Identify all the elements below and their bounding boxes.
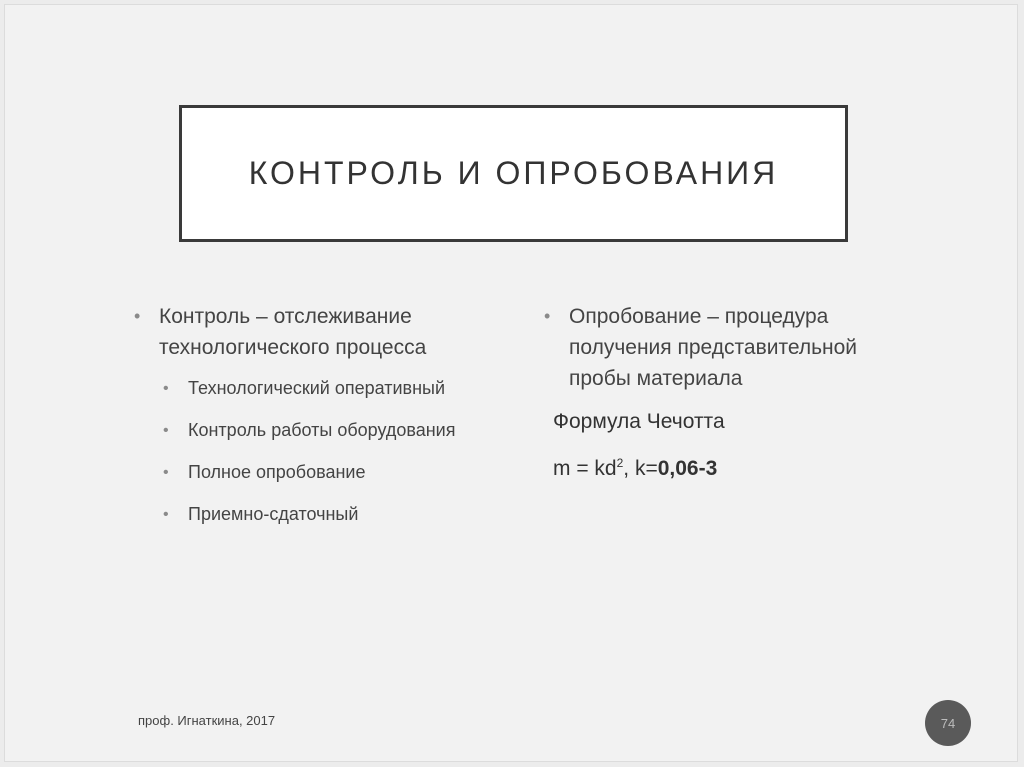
sub-bullet-text: Технологический оперативный: [188, 378, 446, 398]
bullet-icon: •: [163, 506, 169, 523]
page-number-badge: [925, 700, 971, 746]
formula-middle: , k=: [623, 457, 658, 480]
slide: [4, 4, 1018, 762]
sub-bullet-text: Приемно-сдаточный: [188, 504, 359, 524]
title-box: [179, 105, 848, 242]
bullet-text: Контроль – отслеживание технологического процесса: [159, 305, 427, 359]
sub-bullet-item: [131, 375, 511, 402]
bullet-text: Опробование – процедура получения представительной пробы материала: [569, 305, 858, 390]
slide-title: КОНТРОЛЬ И ОПРОБОВАНИЯ: [248, 155, 779, 191]
page-number: 74: [940, 715, 956, 731]
sub-bullet-item: [131, 459, 511, 486]
bullet-icon: •: [163, 380, 169, 397]
formula-exponent: 2: [616, 456, 624, 470]
formula: [541, 453, 901, 484]
bullet-icon: •: [163, 422, 169, 439]
bullet-icon: •: [134, 306, 141, 326]
sub-bullet-item: [131, 501, 511, 528]
footer-author: проф. Игнаткина, 2017: [138, 713, 276, 728]
sub-bullet-text: Контроль работы оборудования: [188, 420, 456, 440]
bullet-item: [541, 301, 901, 394]
formula-value: 0,06-3: [657, 457, 718, 480]
bullet-icon: •: [163, 464, 169, 481]
formula-name: Формула Чечотта: [553, 410, 725, 433]
bullet-icon: •: [544, 306, 551, 326]
left-column: [131, 301, 511, 543]
sub-bullet-text: Полное опробование: [188, 462, 366, 482]
formula-prefix: m = kd: [553, 457, 617, 480]
sub-bullet-item: [131, 417, 511, 444]
right-column: [541, 301, 901, 484]
bullet-item: [131, 301, 511, 363]
